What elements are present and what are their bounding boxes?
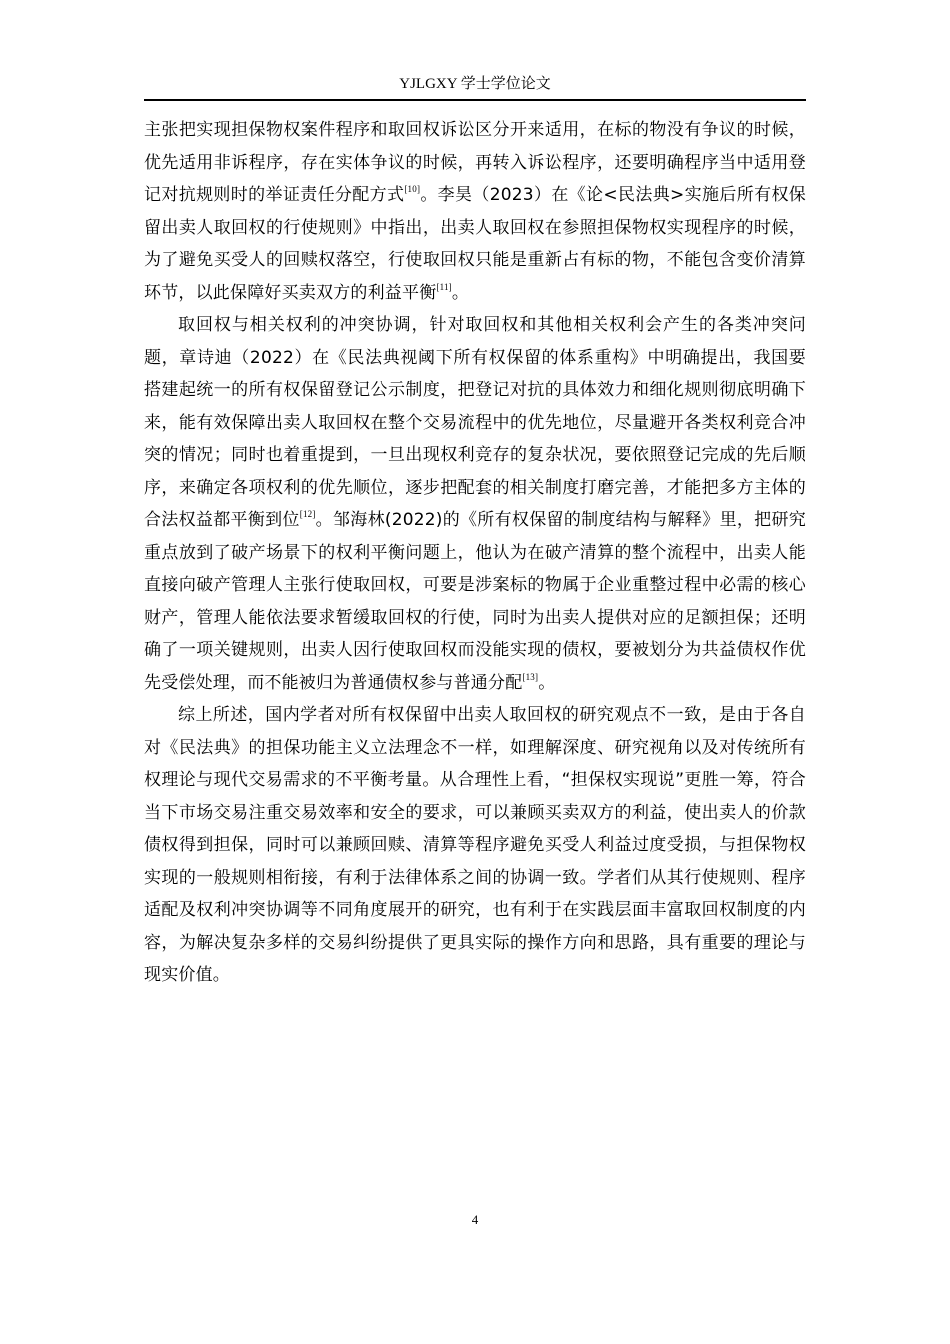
citation-ref: [11] [436,281,452,292]
paragraph-2 [144,309,806,699]
page-number: 4 [471,1212,479,1227]
text-run: 综上所述，国内学者对所有权保留中出卖人取回权的研究观点不一致，是由于各自对《民法典》的担保功能主义立法理念不一样，如理解深度、研究视角以及对传统所有权理论与现代交易需求的不平衡考量。从合理性上看，“担保权实现说”更胜一筹，符合当下市场交易注重交易效率和安全的要求，可以兼顾买卖双方的利益，使出卖人的价款债权得到担保，同时可以兼顾回赎、清算等程序避免买受人利益过度受损，与担保物权实现的一般规则相衔接，有利于法律体系之间的协调一致。学者们从其行使规则、程序适配及权利冲突协调等不同角度展开的研究，也有利于在实践层面丰富取回权制度的内容，为解决复杂多样的交易纠纷提供了更具实际的操作方向和思路，具有重要的理论与现实价值。 [144,705,806,985]
body-text [144,114,806,992]
text-run: 。李昊（2023）在《论<民法典>实施后所有权保留出卖人取回权的行使规则》中指出，出卖人取回权在参照担保物权实现程序的时候，为了避免买受人的回赎权落空，行使取回权只能是重新占有标的物，不能包含变价清算环节，以此保障好买卖双方的利益平衡 [144,185,806,303]
text-run: 。邹海林(2022)的《所有权保留的制度结构与解释》里，把研究重点放到了破产场景下的权利平衡问题上，他认为在破产清算的整个流程中，出卖人能直接向破产管理人主张行使取回权，可要是涉案标的物属于企业重整过程中必需的核心财产，管理人能依法要求暂缓取回权的行使，同时为出卖人提供对应的足额担保；还明确了一项关键规则，出卖人因行使取回权而没能实现的债权，要被划分为共益债权作优先受偿处理，而不能被归为普通债权参与普通分配 [144,510,806,693]
citation-ref: [13] [522,671,539,682]
text-run: 。 [451,282,470,303]
paragraph-3 [144,699,806,992]
text-run: 主张把实现担保物权案件程序和取回权诉讼区分开来适用，在标的物没有争议的时候，优先适用非诉程序，存在实体争议的时候，再转入诉讼程序，还要明确程序当中适用登记对抗规则时的举证责任分配方式 [144,120,806,205]
citation-ref: [10] [404,184,421,194]
citation-ref: [12] [299,509,316,519]
header-rule [144,99,806,101]
text-run: 取回权与相关权利的冲突协调，针对取回权和其他相关权利会产生的各类冲突问题，章诗迪（2022）在《民法典视阈下所有权保留的体系重构》中明确提出，我国要搭建起统一的所有权保留登记公示制度，把登记对抗的具体效力和细化规则彻底明确下来，能有效保障出卖人取回权在整个交易流程中的优先地位，尽量避开各类权利竞合冲突的情况；同时也着重提到，一旦出现权利竞存的复杂状况，要依照登记完成的先后顺序，来确定各项权利的优先顺位，逐步把配套的相关制度打磨完善，才能把多方主体的合法权益都平衡到位 [144,315,806,530]
running-header: YJLGXY 学士学位论文 [399,76,551,92]
text-run: 。 [538,672,556,693]
paragraph-1 [144,114,806,309]
